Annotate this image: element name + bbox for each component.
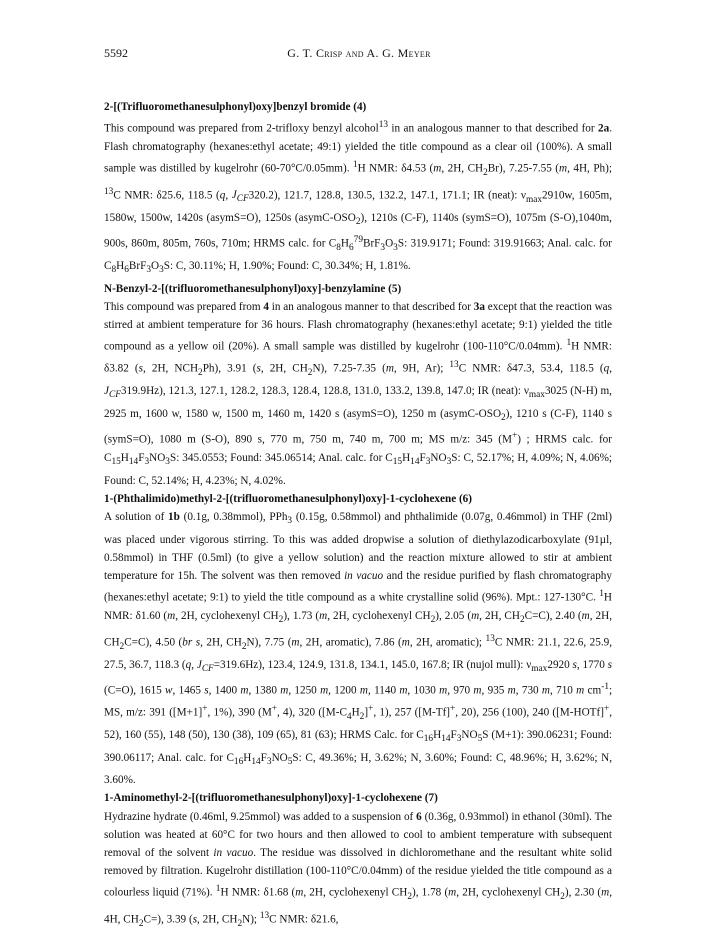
section-heading-compound-4: 2-[(Trifluoromethanesulphonyl)oxy]benzyl bromide (4) — [104, 101, 367, 113]
section-body-compound-4: This compound was prepared from 2-trifloxy benzyl alcohol$^{13}$ in an analogous manner to that described for 2a. Flash chromatography (hexanes:ethyl acetate; 49:1) yielded the title compound as a clear oil (100%). A small sample was distilled by kugelrohr (60-70°C/0.05mm). $^1$H NMR: δ4.53 (m, 2H, $CH_2Br$), 7.25-7.55 (m, 4H, Ph); $^{13}$C NMR: δ25.6, 118.5 (q, $J_{CF}320.2$), 121.7, 128.8, 130.5, 132.2, 147.1, 171.1; IR (neat): $\nu_{max}2910w$, 1605m, 1580w, 1500w, 1420s (asymS=O), 1250s $(asymC-OSO_2)$, 1210s (C-F), 1140s (symS=O), 1075m (S-O),1040m, 900s, 860m, 805m, 760s, 710m; HRMS calc. for $C_8H_6^{79}BrF_3O_3S$: 319.9171; Found: 319.91663; Anal. calc. for $C_8H_6BrF_3O_3S$: C, 30.11%; H, 1.90%; Found: C, 30.34%; H, 1.81%. — [104, 120, 613, 276]
page-header — [104, 46, 614, 62]
running-head-authors: G. T. Crisp and A. G. Meyer — [287, 46, 431, 60]
section-body-compound-5: This compound was prepared from 4 in an analogous manner to that described for 3a except that the reaction was stirred at ambient temperature for 36 hours. Flash chromatography (hexanes:ethyl acetate; 9:1) yielded the title compound as a yellow oil (20%). A small sample was distilled by kugelrohr (100-110°C/0.04mm). $^1$H NMR: δ3.82 (s, 2H, $NCH_2Ph$), 3.91 (s, 2H, $CH_2N$), 7.25-7.35 (m, 9H, Ar); $^{13}$C NMR: δ47.3, 53.4, 118.5 (q, $J_{CF}319.9Hz$), 121.3, 127.1, 128.2, 128.3, 128.4, 128.8, 131.0, 133.2, 139.8, 147.0; IR (neat): $\nu_{max}3025$ (N-H) m, 2925 m, 1600 w, 1580 w, 1500 m, 1460 m, 1420 s (asymS=O), 1250 m $(asymC-OSO_2)$, 1210 s (C-F), 1140 s (symS=O), 1080 m (S-O), 890 s, 770 m, 750 m, 740 m, 700 m; MS m/z: 345 (M+) ; HRMS calc. for $C_{15}H_{14}F_3NO_3S$: 345.0553; Found: 345.06514; Anal. calc. for $C_{15}H_{14}F_3NO_3S$: C, 52.17%; H, 4.09%; N, 4.06%; Found: C, 52.14%; H, 4.23%; N, 4.02%. — [104, 300, 612, 487]
section-heading-compound-6: 1-(Phthalimido)methyl-2-[(trifluoromethanesulphonyl)oxy]-1-cyclohexene (6) — [104, 492, 473, 505]
section-body-compound-7: Hydrazine hydrate (0.46ml, 9.25mmol) was added to a suspension of 6 (0.36g, 0.93mmol) in ethanol (30ml). The solution was heated at 60°C for two hours and then allowed to cool to ambient temperature with subsequent removal of the solvent in vacuo. The residue was dissolved in dichloromethane and the resultant white solid removed by filtration. Kugelrohr distillation (100-110°C/0.04mm) of the residue yielded the title compound as a colourless liquid (71%). $^1$H NMR: δ1.68 (m, 2H, cyclohexenyl $CH_2$), 1.78 (m, 2H, cyclohexenyl $CH_2$), 2.30 (m, 4H, $CH_2C=$), 3.39 (s, 2H, $CH_2N$); $^{13}$C NMR: δ21.6, — [104, 810, 612, 929]
section-heading-compound-5: N-Benzyl-2-[(trifluoromethanesulphonyl)oxy]-benzylamine (5) — [104, 282, 402, 295]
section-body-compound-6: A solution of 1b (0.1g, 0.38mmol), PPh$_3$ (0.15g, 0.58mmol) and phthalimide (0.07g, 0.46mmol) in THF (2ml) was placed under vigorous stirring. To this was added dropwise a solution of diethylazodicarboxylate (91µl, 0.58mmol) in THF (0.5ml) (to give a yellow solution) and the reaction mixture allowed to stir at ambient temperature for 15h. The solvent was then removed in vacuo and the residue purified by flash chromatography (hexanes:ethyl acetate; 9:1) to yield the title compound as a white crystalline solid (96%). Mpt.: 127-130°C. $^1$H NMR: δ1.60 (m, 2H, cyclohexenyl $CH_2$), 1.73 (m, 2H, cyclohexenyl $CH_2$), 2.05 (m, 2H, $CH_2C=C$), 2.40 (m, 2H, $CH_2C=C$), 4.50 (br s, 2H, $CH_2N$), 7.75 (m, 2H, aromatic), 7.86 (m, 2H, aromatic); $^{13}$C NMR: 21.1, 22.6, 25.9, 27.5, 36.7, 118.3 (q, $J_{CF}=319.6Hz$), 123.4, 124.9, 131.8, 134.1, 145.0, 167.8; IR (nujol mull): $\nu_{max}2920$ s, 1770 s (C=O), 1615 w, 1465 s, 1400 m, 1380 m, 1250 m, 1200 m, 1140 m, 1030 m, 970 m, 935 m, 730 m, 710 m $cm^{-1}$; MS, m/z: 391 ([M+1]+, 1%), 390 (M+, 4), 320 ($[M-C_4H_2]^+$, 1), 257 ([M-Tf]+, 20), 256 (100), 240 ([M-HOTf]+, 52), 160 (55), 148 (50), 130 (38), 109 (65), 81 (63); HRMS Calc. for $C_{16}H_{14}F_3NO_5S$ (M+1): 390.06231; Found: 390.06117; Anal. calc. for $C_{16}H_{14}F_3NO_5S$: C, 49.36%; H, 3.62%; N, 3.60%; Found: C, 48.96%; H, 3.62%; N, 3.60%. — [104, 511, 613, 787]
article-body — [104, 98, 612, 932]
section-heading-compound-7: 1-Aminomethyl-2-[(trifluoromethanesulphonyl)oxy]-1-cyclohexene (7) — [104, 792, 438, 805]
page-number: 5592 — [104, 46, 128, 60]
